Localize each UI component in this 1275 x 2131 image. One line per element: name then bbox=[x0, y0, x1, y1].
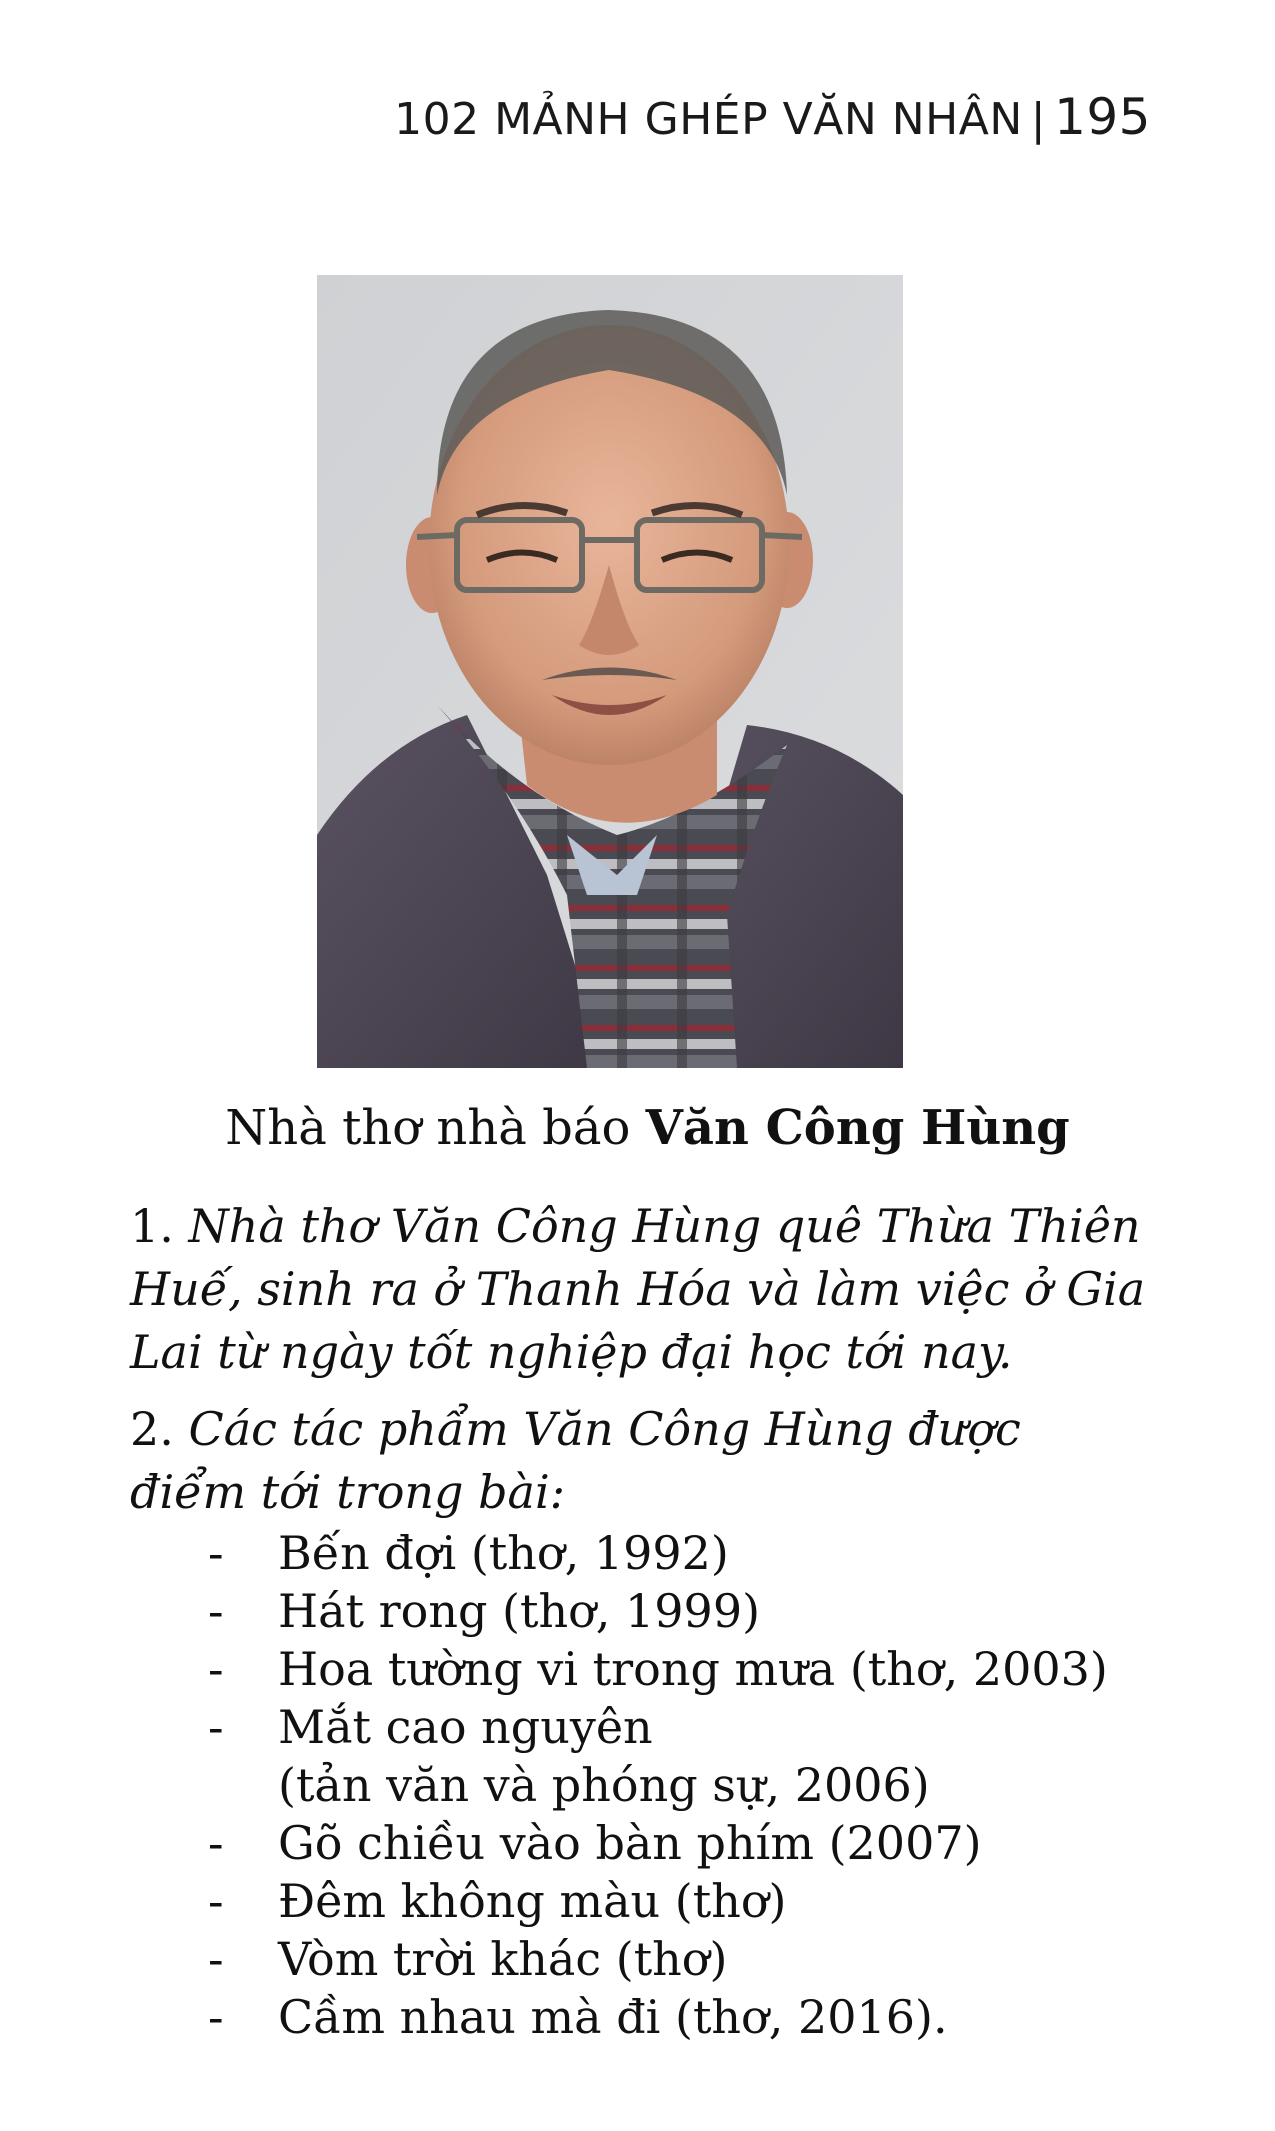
book-title: 102 MẢNH GHÉP VĂN NHÂN bbox=[394, 94, 1023, 145]
work-title: Đêm không màu (thơ) bbox=[278, 1874, 787, 1928]
work-title: Gõ chiều vào bàn phím (2007) bbox=[278, 1816, 982, 1870]
paragraph-2 bbox=[130, 1398, 1150, 1524]
list-item bbox=[130, 1524, 1150, 1582]
list-dash: - bbox=[208, 1642, 224, 1696]
photo-caption bbox=[0, 1100, 1275, 1156]
header-separator: | bbox=[1030, 94, 1047, 145]
caption-name: Văn Công Hùng bbox=[645, 1100, 1070, 1156]
running-header bbox=[394, 88, 1151, 146]
list-dash: - bbox=[208, 1816, 224, 1870]
work-title: Cầm nhau mà đi (thơ, 2016). bbox=[278, 1990, 948, 2044]
list-dash: - bbox=[208, 1584, 224, 1638]
list-item bbox=[130, 1640, 1150, 1698]
list-dash: - bbox=[208, 1700, 224, 1754]
work-title: Vòm trời khác (thơ) bbox=[278, 1932, 728, 1986]
list-item bbox=[130, 1872, 1150, 1930]
body-content bbox=[130, 1195, 1150, 2046]
work-subtitle: (tản văn và phóng sự, 2006) bbox=[278, 1758, 930, 1812]
portrait-photo bbox=[317, 275, 903, 1068]
paragraph-number: 1. bbox=[130, 1199, 174, 1253]
list-item bbox=[130, 1930, 1150, 1988]
work-title: Bến đợi (thơ, 1992) bbox=[278, 1526, 729, 1580]
work-title: Hoa tường vi trong mưa (thơ, 2003) bbox=[278, 1642, 1108, 1696]
list-dash: - bbox=[208, 1874, 224, 1928]
caption-prefix: Nhà thơ nhà báo bbox=[225, 1100, 646, 1156]
work-title: Hát rong (thơ, 1999) bbox=[278, 1584, 761, 1638]
list-dash: - bbox=[208, 1990, 224, 2044]
paragraph-number: 2. bbox=[130, 1402, 174, 1456]
works-list bbox=[130, 1524, 1150, 2046]
list-item bbox=[130, 1988, 1150, 2046]
portrait-illustration bbox=[317, 275, 903, 1068]
list-item bbox=[130, 1582, 1150, 1640]
paragraph-text: Các tác phẩm Văn Công Hùng được điểm tới trong bài: bbox=[130, 1402, 1021, 1519]
work-title: Mắt cao nguyên bbox=[278, 1700, 653, 1754]
paragraph-text: Nhà thơ Văn Công Hùng quê Thừa Thiên Huế, sinh ra ở Thanh Hóa và làm việc ở Gia Lai từ ngày tốt nghiệp đại học tới nay. bbox=[130, 1199, 1146, 1379]
list-dash: - bbox=[208, 1932, 224, 1986]
list-item bbox=[130, 1698, 1150, 1814]
list-item bbox=[130, 1814, 1150, 1872]
paragraph-1 bbox=[130, 1195, 1150, 1384]
list-dash: - bbox=[208, 1526, 224, 1580]
page-number: 195 bbox=[1054, 88, 1151, 146]
